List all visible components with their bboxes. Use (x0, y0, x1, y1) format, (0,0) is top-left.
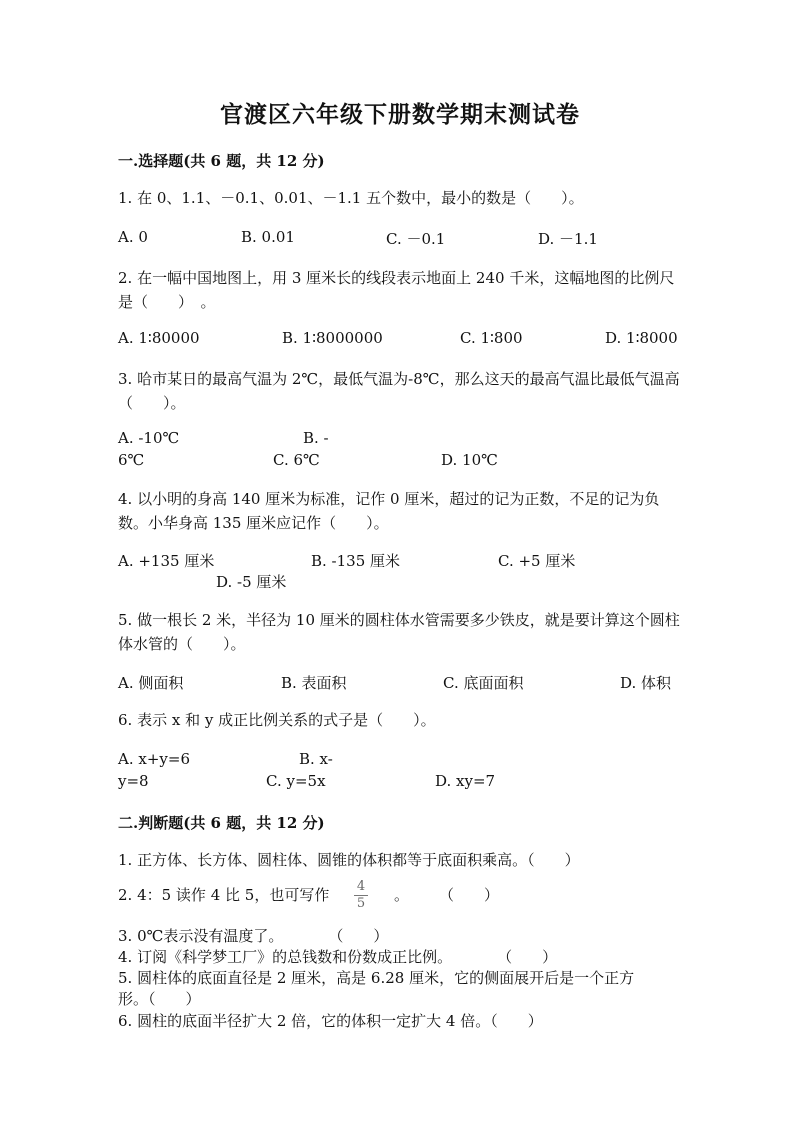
q4-option-a: A. +135 厘米 (118, 552, 215, 570)
judge-item-4: 4. 订阅《科学梦工厂》的总钱数和份数成正比例。 （ ） (118, 948, 558, 966)
q4-option-d: D. -5 厘米 (216, 573, 287, 591)
judge-item-5: 5. 圆柱体的底面直径是 2 厘米，高是 6.28 厘米，它的侧面展开后是一个正方 (118, 969, 635, 987)
question-6: 6. 表示 x 和 y 成正比例关系的式子是（ ）。 (118, 711, 436, 729)
q3-option-d: D. 10℃ (441, 451, 498, 469)
question-4: 4. 以小明的身高 140 厘米为标准，记作 0 厘米，超过的记为正数，不足的记为负数。小华身高 135 厘米应记作（ ）。 (118, 490, 660, 532)
judge-item-2: 2. 4：5 读作 4 比 5，也可写作 (118, 886, 330, 904)
q1-option-b: B. 0.01 (241, 228, 295, 246)
q2-option-a: A. 1∶80000 (118, 329, 200, 347)
page-title: 官渡区六年级下册数学期末测试卷 (220, 101, 580, 128)
fraction-numerator: 4 (356, 879, 366, 894)
q5-option-a: A. 侧面积 (118, 674, 184, 692)
q2-option-b: B. 1∶8000000 (282, 329, 383, 347)
q3-option-b-cont: 6℃ (118, 451, 145, 469)
q6-option-b-cont: y=8 (118, 772, 149, 790)
q5-option-c: C. 底面面积 (443, 674, 524, 692)
judge-item-1: 1. 正方体、长方体、圆柱体、圆锥的体积都等于底面积乘高。（ ） (118, 851, 580, 869)
q3-option-c: C. 6℃ (273, 451, 320, 469)
judge-item-3: 3. 0℃表示没有温度了。 （ ） (118, 927, 389, 945)
q6-option-c: C. y=5x (266, 772, 326, 790)
fraction-four-fifths (354, 880, 368, 911)
q6-option-b: B. x- (299, 750, 333, 768)
q4-option-b: B. -135 厘米 (311, 552, 401, 570)
q2-option-d: D. 1∶8000 (605, 329, 678, 347)
question-3: 3. 哈市某日的最高气温为 2℃，最低气温为-8℃，那么这天的最高气温比最低气温高（ ）。 (118, 370, 680, 412)
q6-option-d: D. xy=7 (435, 772, 496, 790)
question-2: 2. 在一幅中国地图上，用 3 厘米长的线段表示地面上 240 千米，这幅地图的比例尺是（ ） 。 (118, 269, 675, 311)
q2-option-c: C. 1∶800 (460, 329, 523, 347)
question-1: 1. 在 0、1.1、－0.1、0.01、－1.1 五个数中，最小的数是（ ）。 (118, 189, 584, 207)
section-heading-judge: 二.判断题(共 6 题，共 12 分) (118, 814, 325, 832)
q5-option-d: D. 体积 (620, 674, 672, 692)
q4-option-c: C. +5 厘米 (498, 552, 576, 570)
question-5: 5. 做一根长 2 米，半径为 10 厘米的圆柱体水管需要多少铁皮，就是要计算这个圆柱体水管的（ ）。 (118, 611, 680, 653)
q3-option-a: A. -10℃ (118, 429, 180, 447)
q1-option-d: D. －1.1 (538, 230, 598, 248)
q6-option-a: A. x+y=6 (118, 750, 190, 768)
section-heading-choice: 一.选择题(共 6 题，共 12 分) (118, 152, 325, 170)
q1-option-a: A. 0 (118, 228, 148, 246)
q1-option-c: C. －0.1 (386, 230, 446, 248)
judge-item-6: 6. 圆柱的底面半径扩大 2 倍，它的体积一定扩大 4 倍。（ ） (118, 1012, 543, 1030)
q5-option-b: B. 表面积 (281, 674, 347, 692)
fraction-denominator: 5 (356, 896, 366, 911)
q3-option-b: B. - (303, 429, 329, 447)
judge-item-2-tail: 。 （ ） (394, 886, 500, 904)
judge-item-5-cont: 形。（ ） (118, 990, 201, 1008)
